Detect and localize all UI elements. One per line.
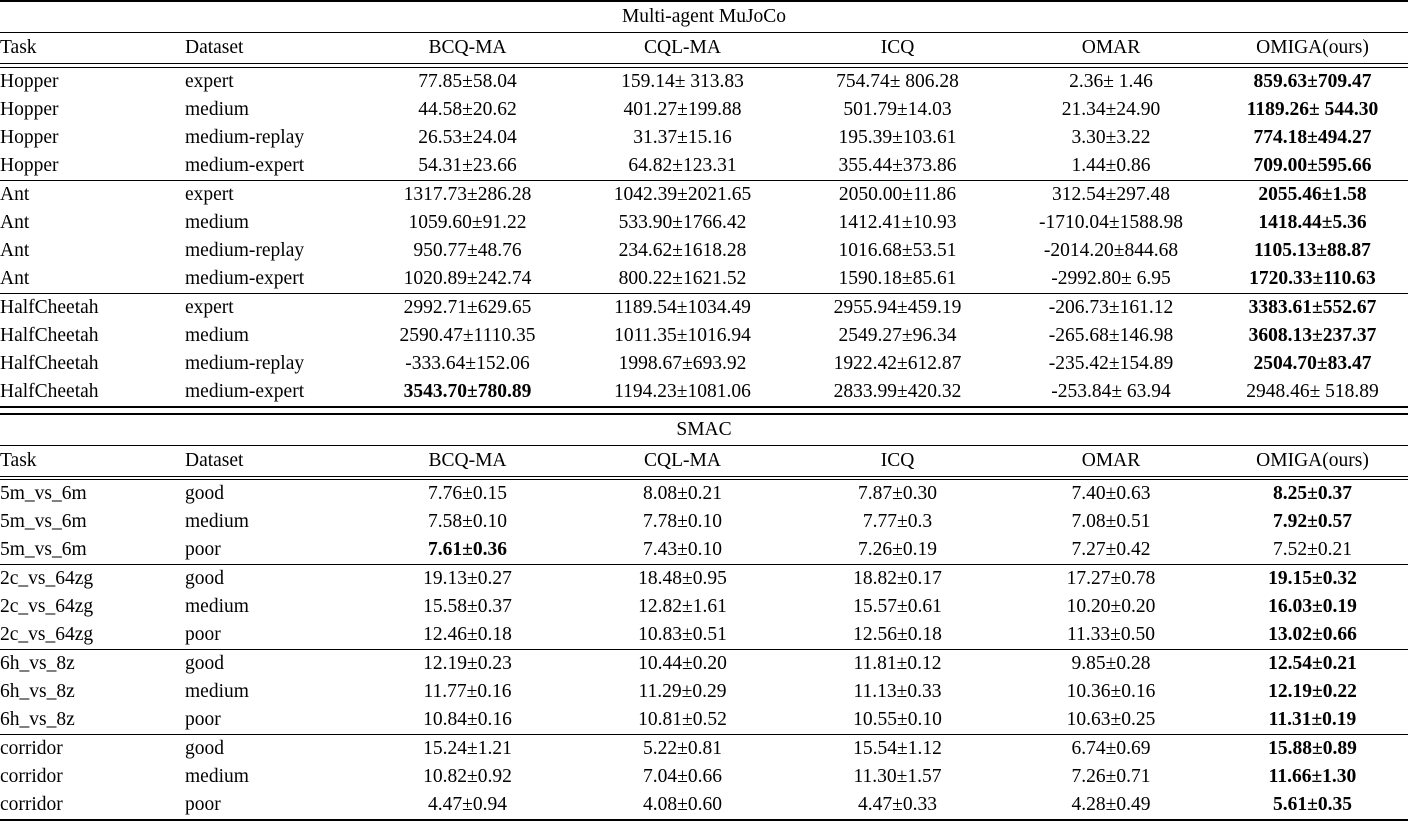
cell-icq: 15.57±0.61	[853, 596, 942, 618]
cell-bcq: 4.47±0.94	[428, 794, 507, 816]
cell-bcq: 7.76±0.15	[428, 483, 507, 505]
cell-omiga: 7.92±0.57	[1273, 511, 1352, 533]
cell-omar: 7.40±0.63	[1071, 483, 1151, 505]
column-header-bcq-ma: BCQ-MA	[428, 449, 507, 471]
cell-dataset: medium-replay	[185, 126, 305, 148]
table-row	[0, 152, 1408, 181]
table-row	[0, 124, 1408, 152]
section-title: Multi-agent MuJoCo	[621, 6, 787, 28]
cell-omar: -253.84± 63.94	[1051, 380, 1171, 402]
cell-task: corridor	[0, 794, 63, 816]
column-header-cql-ma: CQL-MA	[644, 37, 721, 59]
table-row	[0, 791, 1408, 820]
cell-task: 2c_vs_64zg	[0, 624, 94, 646]
cell-cql: 1998.67±693.92	[618, 352, 747, 374]
cell-dataset: medium-expert	[185, 154, 305, 176]
cell-bcq: 12.46±0.18	[423, 624, 512, 646]
column-header-omiga-ours: OMIGA(ours)	[1256, 449, 1369, 471]
table-row	[0, 678, 1408, 706]
column-header-dataset: Dataset	[185, 449, 244, 471]
cell-bcq: 15.24±1.21	[423, 738, 512, 760]
section-title: SMAC	[676, 418, 732, 440]
cell-cql: 1194.23±1081.06	[614, 380, 751, 402]
section-title-row	[0, 415, 1408, 446]
cell-omiga: 1720.33±110.63	[1249, 267, 1376, 289]
cell-omar: 2.36± 1.46	[1069, 70, 1153, 92]
cell-cql: 800.22±1621.52	[618, 267, 747, 289]
cell-omar: -2014.20±844.68	[1043, 239, 1179, 261]
cell-omar: -1710.04±1588.98	[1039, 211, 1183, 233]
cell-cql: 31.37±15.16	[633, 126, 732, 148]
table-row	[0, 565, 1408, 593]
cell-omiga: 859.63±709.47	[1253, 70, 1372, 92]
cell-dataset: medium	[185, 766, 249, 788]
cell-icq: 754.74± 806.28	[836, 70, 959, 92]
cell-cql: 1042.39±2021.65	[613, 183, 752, 205]
cell-icq: 11.30±1.57	[853, 766, 942, 788]
cell-omiga: 16.03±0.19	[1268, 596, 1357, 618]
cell-dataset: expert	[185, 183, 234, 205]
cell-bcq: 1059.60±91.22	[408, 211, 527, 233]
cell-dataset: medium-expert	[185, 380, 305, 402]
cell-omiga: 5.61±0.35	[1273, 794, 1352, 816]
cell-bcq: -333.64±152.06	[405, 352, 530, 374]
cell-cql: 10.44±0.20	[638, 653, 727, 675]
cell-bcq: 11.77±0.16	[423, 681, 512, 703]
cell-icq: 2955.94±459.19	[833, 296, 962, 318]
cell-icq: 1412.41±10.93	[838, 211, 957, 233]
column-header-row	[0, 33, 1408, 64]
cell-task: HalfCheetah	[0, 380, 99, 402]
cell-cql: 11.29±0.29	[638, 681, 727, 703]
table-row	[0, 209, 1408, 237]
cell-dataset: good	[185, 483, 224, 505]
cell-cql: 7.43±0.10	[643, 539, 722, 561]
cell-icq: 11.81±0.12	[853, 653, 942, 675]
table-row	[0, 621, 1408, 650]
cell-omiga: 11.31±0.19	[1268, 709, 1357, 731]
column-header-row	[0, 446, 1408, 477]
table-row	[0, 593, 1408, 621]
cell-omar: -206.73±161.12	[1048, 296, 1174, 318]
cell-cql: 7.04±0.66	[643, 766, 722, 788]
cell-dataset: medium-replay	[185, 352, 305, 374]
cell-cql: 7.78±0.10	[643, 511, 722, 533]
cell-omiga: 774.18±494.27	[1253, 126, 1372, 148]
cell-bcq: 1020.89±242.74	[403, 267, 532, 289]
column-header-omiga-ours: OMIGA(ours)	[1256, 37, 1369, 59]
cell-omiga: 19.15±0.32	[1268, 568, 1357, 590]
cell-dataset: medium	[185, 511, 249, 533]
cell-bcq: 2992.71±629.65	[403, 296, 532, 318]
cell-dataset: expert	[185, 296, 234, 318]
cell-bcq: 950.77±48.76	[413, 239, 522, 261]
table-row	[0, 706, 1408, 735]
cell-dataset: poor	[185, 539, 221, 561]
cell-icq: 15.54±1.12	[853, 738, 942, 760]
column-header-omar: OMAR	[1081, 37, 1141, 59]
cell-bcq: 44.58±20.62	[418, 98, 517, 120]
cell-icq: 1922.42±612.87	[833, 352, 962, 374]
column-header-icq: ICQ	[880, 37, 915, 59]
cell-bcq: 7.58±0.10	[428, 511, 507, 533]
cell-omar: 11.33±0.50	[1067, 624, 1155, 646]
table-row	[0, 763, 1408, 791]
cell-bcq: 15.58±0.37	[423, 596, 512, 618]
cell-cql: 10.83±0.51	[638, 624, 727, 646]
table-row	[0, 536, 1408, 565]
table-row	[0, 294, 1408, 322]
cell-cql: 12.82±1.61	[638, 596, 727, 618]
cell-task: HalfCheetah	[0, 296, 99, 318]
cell-task: Ant	[0, 211, 30, 233]
cell-omar: 9.85±0.28	[1071, 653, 1151, 675]
cell-bcq: 10.82±0.92	[423, 766, 512, 788]
cell-omiga: 3608.13±237.37	[1248, 324, 1377, 346]
cell-task: 6h_vs_8z	[0, 653, 75, 675]
cell-task: corridor	[0, 738, 63, 760]
cell-omar: 312.54±297.48	[1052, 183, 1170, 205]
cell-icq: 501.79±14.03	[843, 98, 952, 120]
cell-bcq: 2590.47±1110.35	[399, 324, 536, 346]
cell-omiga: 1189.26± 544.30	[1246, 98, 1379, 120]
table-row	[0, 508, 1408, 536]
cell-dataset: medium	[185, 596, 249, 618]
cell-bcq: 12.19±0.23	[423, 653, 512, 675]
cell-cql: 10.81±0.52	[638, 709, 727, 731]
cell-task: Ant	[0, 267, 30, 289]
cell-cql: 18.48±0.95	[638, 568, 727, 590]
cell-icq: 4.47±0.33	[858, 794, 937, 816]
cell-task: 6h_vs_8z	[0, 681, 75, 703]
cell-omar: 7.08±0.51	[1071, 511, 1151, 533]
cell-cql: 401.27±199.88	[623, 98, 742, 120]
cell-bcq: 10.84±0.16	[423, 709, 512, 731]
cell-task: Hopper	[0, 126, 59, 148]
column-header-task: Task	[0, 37, 37, 59]
cell-cql: 234.62±1618.28	[618, 239, 747, 261]
cell-icq: 2549.27±96.34	[838, 324, 957, 346]
cell-task: Ant	[0, 183, 30, 205]
table-row	[0, 735, 1408, 763]
cell-omar: 4.28±0.49	[1071, 794, 1151, 816]
cell-dataset: medium	[185, 681, 249, 703]
cell-cql: 64.82±123.31	[628, 154, 737, 176]
cell-dataset: medium	[185, 98, 249, 120]
cell-omar: -2992.80± 6.95	[1051, 267, 1171, 289]
cell-task: 2c_vs_64zg	[0, 596, 94, 618]
cell-dataset: expert	[185, 70, 234, 92]
cell-omar: 6.74±0.69	[1071, 738, 1151, 760]
column-header-task: Task	[0, 449, 37, 471]
cell-dataset: poor	[185, 709, 221, 731]
cell-omiga: 2055.46±1.58	[1258, 183, 1367, 205]
column-header-icq: ICQ	[880, 449, 915, 471]
cell-omiga: 1105.13±88.87	[1254, 239, 1371, 261]
cell-omiga: 2948.46± 518.89	[1246, 380, 1379, 402]
cell-bcq: 54.31±23.66	[418, 154, 517, 176]
column-header-omar: OMAR	[1081, 449, 1141, 471]
cell-dataset: medium-replay	[185, 239, 305, 261]
cell-omiga: 709.00±595.66	[1253, 154, 1372, 176]
cell-task: 2c_vs_64zg	[0, 568, 94, 590]
cell-omiga: 1418.44±5.36	[1258, 211, 1367, 233]
cell-task: HalfCheetah	[0, 352, 99, 374]
cell-icq: 355.44±373.86	[838, 154, 957, 176]
cell-bcq: 3543.70±780.89	[403, 380, 532, 402]
cell-task: Hopper	[0, 154, 59, 176]
cell-omar: 1.44±0.86	[1071, 154, 1151, 176]
cell-icq: 10.55±0.10	[853, 709, 942, 731]
cell-bcq: 19.13±0.27	[423, 568, 512, 590]
cell-icq: 11.13±0.33	[853, 681, 942, 703]
cell-icq: 7.26±0.19	[858, 539, 937, 561]
cell-task: Hopper	[0, 70, 59, 92]
cell-task: 5m_vs_6m	[0, 511, 87, 533]
cell-omiga: 3383.61±552.67	[1248, 296, 1377, 318]
cell-cql: 4.08±0.60	[643, 794, 722, 816]
cell-cql: 533.90±1766.42	[618, 211, 747, 233]
cell-omar: 10.20±0.20	[1066, 596, 1156, 618]
cell-cql: 5.22±0.81	[643, 738, 722, 760]
cell-bcq: 26.53±24.04	[418, 126, 517, 148]
cell-omar: 10.36±0.16	[1066, 681, 1156, 703]
cell-cql: 159.14± 313.83	[621, 70, 744, 92]
cell-icq: 2833.99±420.32	[833, 380, 962, 402]
cell-omar: -235.42±154.89	[1048, 352, 1174, 374]
cell-omar: -265.68±146.98	[1048, 324, 1174, 346]
table-row	[0, 322, 1408, 350]
cell-omiga: 11.66±1.30	[1268, 766, 1357, 788]
table-row	[0, 265, 1408, 294]
section-title-row	[0, 2, 1408, 33]
cell-icq: 1016.68±53.51	[838, 239, 957, 261]
table-row	[0, 650, 1408, 678]
cell-omiga: 2504.70±83.47	[1253, 352, 1372, 374]
cell-omar: 7.26±0.71	[1071, 766, 1151, 788]
cell-task: Hopper	[0, 98, 59, 120]
column-header-dataset: Dataset	[185, 37, 244, 59]
cell-icq: 2050.00±11.86	[838, 183, 957, 205]
cell-icq: 7.77±0.3	[862, 511, 933, 533]
cell-dataset: medium	[185, 211, 249, 233]
cell-task: 5m_vs_6m	[0, 483, 87, 505]
table-row	[0, 96, 1408, 124]
cell-dataset: medium-expert	[185, 267, 305, 289]
table-row	[0, 181, 1408, 209]
cell-omar: 10.63±0.25	[1066, 709, 1156, 731]
cell-icq: 1590.18±85.61	[838, 267, 957, 289]
cell-omiga: 15.88±0.89	[1268, 738, 1357, 760]
cell-icq: 7.87±0.30	[858, 483, 937, 505]
table-row	[0, 480, 1408, 509]
cell-omar: 17.27±0.78	[1066, 568, 1156, 590]
cell-dataset: poor	[185, 794, 221, 816]
cell-cql: 8.08±0.21	[643, 483, 722, 505]
cell-icq: 18.82±0.17	[853, 568, 942, 590]
cell-icq: 195.39±103.61	[838, 126, 957, 148]
cell-task: Ant	[0, 239, 30, 261]
cell-omiga: 8.25±0.37	[1273, 483, 1352, 505]
cell-omar: 21.34±24.90	[1061, 98, 1161, 120]
cell-dataset: good	[185, 568, 224, 590]
cell-task: 6h_vs_8z	[0, 709, 75, 731]
cell-omiga: 12.19±0.22	[1268, 681, 1357, 703]
cell-cql: 1011.35±1016.94	[614, 324, 751, 346]
cell-omiga: 13.02±0.66	[1268, 624, 1357, 646]
cell-dataset: medium	[185, 324, 249, 346]
cell-omiga: 12.54±0.21	[1268, 653, 1357, 675]
table-row	[0, 350, 1408, 378]
cell-omiga: 7.52±0.21	[1273, 539, 1352, 561]
cell-cql: 1189.54±1034.49	[614, 296, 751, 318]
cell-dataset: poor	[185, 624, 221, 646]
cell-omar: 7.27±0.42	[1071, 539, 1151, 561]
cell-bcq: 1317.73±286.28	[403, 183, 532, 205]
table-row	[0, 378, 1408, 407]
cell-task: HalfCheetah	[0, 324, 99, 346]
cell-task: corridor	[0, 766, 63, 788]
table-row	[0, 67, 1408, 96]
cell-bcq: 7.61±0.36	[428, 539, 507, 561]
column-header-bcq-ma: BCQ-MA	[428, 37, 507, 59]
table-row	[0, 237, 1408, 265]
cell-icq: 12.56±0.18	[853, 624, 942, 646]
column-header-cql-ma: CQL-MA	[644, 449, 721, 471]
cell-omar: 3.30±3.22	[1071, 126, 1151, 148]
cell-bcq: 77.85±58.04	[418, 70, 517, 92]
cell-dataset: good	[185, 653, 224, 675]
cell-task: 5m_vs_6m	[0, 539, 87, 561]
cell-dataset: good	[185, 738, 224, 760]
